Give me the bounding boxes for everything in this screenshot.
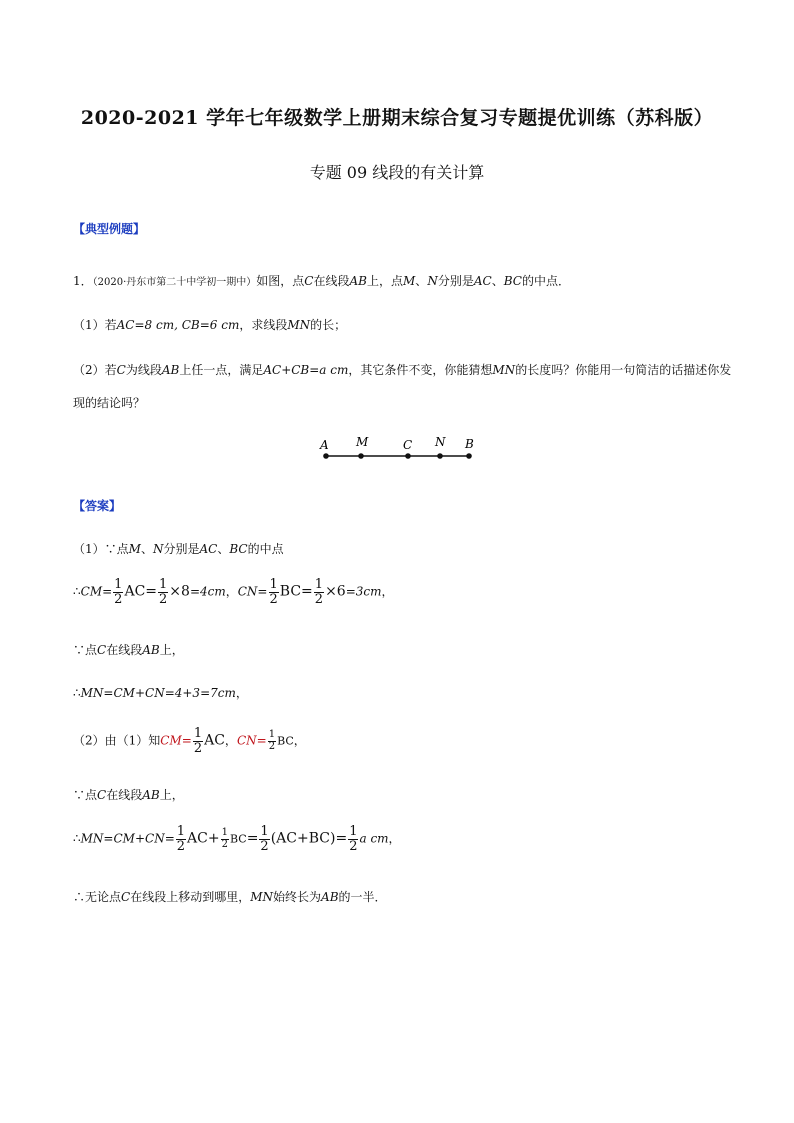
- equals: =: [145, 583, 158, 600]
- answer-line-6: [73, 786, 184, 803]
- point-b-dot: [466, 453, 472, 459]
- part-1-given: AC=8 cm, CB=6 cm: [116, 318, 240, 332]
- cn-equals: CN=: [236, 733, 267, 748]
- therefore-symbol: ∴: [73, 686, 81, 700]
- expr-ac: AC: [124, 583, 146, 600]
- problem-statement: [73, 272, 570, 289]
- denominator: 2: [260, 838, 269, 854]
- document-subtitle: 专题 09 线段的有关计算: [309, 163, 485, 182]
- comma: ，: [388, 831, 401, 846]
- answer-text: 上，: [159, 788, 184, 802]
- part-2-question-line-2: 现的结论吗？: [73, 396, 146, 410]
- denominator: 2: [349, 838, 358, 854]
- equals: =: [301, 583, 313, 600]
- denominator: 2: [114, 591, 123, 607]
- fraction-half: [193, 727, 203, 755]
- times-6: ×6: [325, 583, 346, 600]
- therefore-symbol: ∴: [73, 831, 81, 846]
- denominator: 2: [221, 838, 228, 850]
- point-n-dot: [437, 453, 443, 459]
- numerator: 1: [349, 824, 358, 839]
- answer-line-3: [73, 641, 184, 658]
- segment-ac: AC: [473, 274, 492, 288]
- numerator: 1: [114, 577, 123, 592]
- comma: ，: [381, 584, 394, 599]
- denominator: 2: [159, 591, 168, 607]
- answer-line-7: [73, 825, 401, 853]
- numerator: 1: [176, 824, 186, 839]
- expr-ac-plus-bc: (AC+BC): [270, 830, 336, 847]
- segment-ab: AB: [321, 890, 339, 904]
- point-c: C: [304, 274, 314, 288]
- answer-text: 分别是: [163, 542, 200, 556]
- answer-text: （1）∵点: [73, 542, 129, 556]
- mn-result: MN=CM+CN=4+3=7cm: [80, 686, 236, 700]
- segment-ab: AB: [349, 274, 367, 288]
- answer-line-2: [73, 578, 394, 606]
- equals: =: [335, 830, 348, 847]
- segment-ab: AB: [161, 363, 180, 377]
- answer-text: 在线段上移动到哪里，: [130, 890, 251, 904]
- expr-ac: AC: [187, 830, 208, 847]
- segment-mn: MN: [492, 363, 516, 377]
- comma: ，: [225, 584, 238, 599]
- problem-text: 的长度吗？你能用一句简洁的话描述你发: [515, 363, 732, 377]
- fraction-half: [348, 825, 358, 853]
- answer-line-4: [73, 684, 248, 701]
- answer-text: 的中点: [247, 542, 284, 556]
- segment-figure: [314, 434, 484, 464]
- problem-text: 上任一点，满足: [179, 363, 264, 377]
- point-n: N: [427, 274, 438, 288]
- answer-text: ∵点: [73, 643, 98, 657]
- comma: ，: [235, 686, 248, 700]
- answer-conclusion: [73, 888, 387, 905]
- document-title: 2020-2021 学年七年级数学上册期末综合复习专题提优训练（苏科版）: [80, 107, 714, 129]
- part-1-end: 的长；: [310, 318, 347, 332]
- label-a: A: [320, 438, 329, 452]
- comma: ，: [224, 733, 237, 748]
- problem-source: （2020·丹东市第二十中学初一期中）: [92, 277, 257, 288]
- part-2-given: AC+CB=a cm: [263, 363, 349, 377]
- segment-mn: MN: [287, 318, 311, 332]
- answer-text: 在线段: [106, 788, 143, 802]
- fraction-half: [269, 578, 279, 606]
- denominator: 2: [269, 591, 278, 607]
- section-answer: 【答案】: [73, 499, 122, 513]
- answer-text: 始终长为: [273, 890, 322, 904]
- segment-bc: BC: [229, 542, 248, 556]
- answer-line-1: [73, 540, 284, 557]
- point-c: C: [121, 890, 131, 904]
- expr-bc: BC: [277, 734, 294, 748]
- result-3cm: =3cm: [345, 584, 382, 599]
- problem-text: 为线段: [125, 363, 162, 377]
- fraction-half: [268, 730, 276, 752]
- section-typical-examples: 【典型例题】: [73, 222, 146, 236]
- part-1-question: [73, 316, 346, 333]
- part-1-prefix: （1）若: [73, 318, 117, 332]
- separator: 、: [415, 274, 428, 288]
- label-b: B: [465, 437, 474, 451]
- denominator: 2: [193, 740, 203, 756]
- denominator: 2: [314, 591, 324, 607]
- point-c: C: [97, 788, 107, 802]
- fraction-half: [113, 578, 123, 606]
- part-1-suffix: ，求线段: [239, 318, 288, 332]
- answer-text: 的一半．: [338, 890, 387, 904]
- therefore-symbol: ∴: [73, 584, 81, 599]
- segment-ab: AB: [142, 643, 160, 657]
- part-2-prefix: （2）若: [73, 363, 117, 377]
- comma: ，: [293, 733, 306, 748]
- problem-number: 1．: [73, 274, 93, 288]
- numerator: 1: [314, 577, 324, 592]
- segment-ac: AC: [199, 542, 218, 556]
- problem-text: 分别是: [437, 274, 474, 288]
- point-m: M: [403, 274, 416, 288]
- fraction-half: [176, 825, 186, 853]
- fraction-half: [259, 825, 269, 853]
- answer-text: ∴无论点: [73, 890, 122, 904]
- point-c: C: [97, 643, 107, 657]
- part-2-question: [73, 361, 731, 378]
- answer-text: 在线段: [106, 643, 143, 657]
- numerator: 1: [260, 824, 269, 839]
- answer-text: ∵点: [73, 788, 98, 802]
- label-m: M: [356, 435, 369, 449]
- expr-bc: BC: [229, 832, 247, 846]
- expr-ac: AC: [204, 732, 225, 749]
- numerator: 1: [268, 729, 276, 741]
- fraction-half: [158, 578, 168, 606]
- numerator: 1: [159, 577, 168, 592]
- point-m-dot: [358, 453, 364, 459]
- mn-sum: MN=CM+CN=: [80, 831, 175, 846]
- segment-mn: MN: [250, 890, 274, 904]
- numerator: 1: [221, 827, 228, 839]
- separator: 、: [491, 274, 504, 288]
- answer-text: 上，: [159, 643, 184, 657]
- answer-text: （2）由（1）知: [73, 733, 161, 748]
- equals: =: [246, 830, 259, 847]
- denominator: 2: [268, 740, 276, 752]
- cn-equals: CN=: [237, 584, 268, 599]
- result-4cm: =4cm: [189, 584, 226, 599]
- times-8: ×8: [169, 583, 190, 600]
- fraction-half: [314, 578, 324, 606]
- separator: 、: [217, 542, 230, 556]
- separator: 、: [140, 542, 153, 556]
- point-n: N: [152, 542, 164, 556]
- denominator: 2: [176, 838, 186, 854]
- problem-text: 上，点: [366, 274, 403, 288]
- segment-bc: BC: [503, 274, 522, 288]
- plus: +: [207, 830, 220, 847]
- problem-text: ，其它条件不变，你能猜想: [348, 363, 493, 377]
- numerator: 1: [193, 726, 203, 741]
- label-n: N: [435, 435, 446, 449]
- expr-bc: BC: [279, 583, 302, 600]
- label-c: C: [403, 438, 413, 452]
- numerator: 1: [269, 577, 278, 592]
- problem-text: 在线段: [313, 274, 350, 288]
- answer-line-5: [73, 727, 306, 755]
- point-c: C: [116, 363, 126, 377]
- segment-ab: AB: [142, 788, 160, 802]
- result-a-cm: a cm: [359, 831, 389, 846]
- problem-text: 的中点．: [521, 274, 570, 288]
- point-a-dot: [323, 453, 329, 459]
- cm-equals: CM=: [160, 733, 192, 748]
- cm-equals: CM=: [80, 584, 113, 599]
- point-c-dot: [405, 453, 411, 459]
- point-m: M: [128, 542, 141, 556]
- fraction-half: [221, 828, 229, 850]
- problem-text: 如图，点: [256, 274, 305, 288]
